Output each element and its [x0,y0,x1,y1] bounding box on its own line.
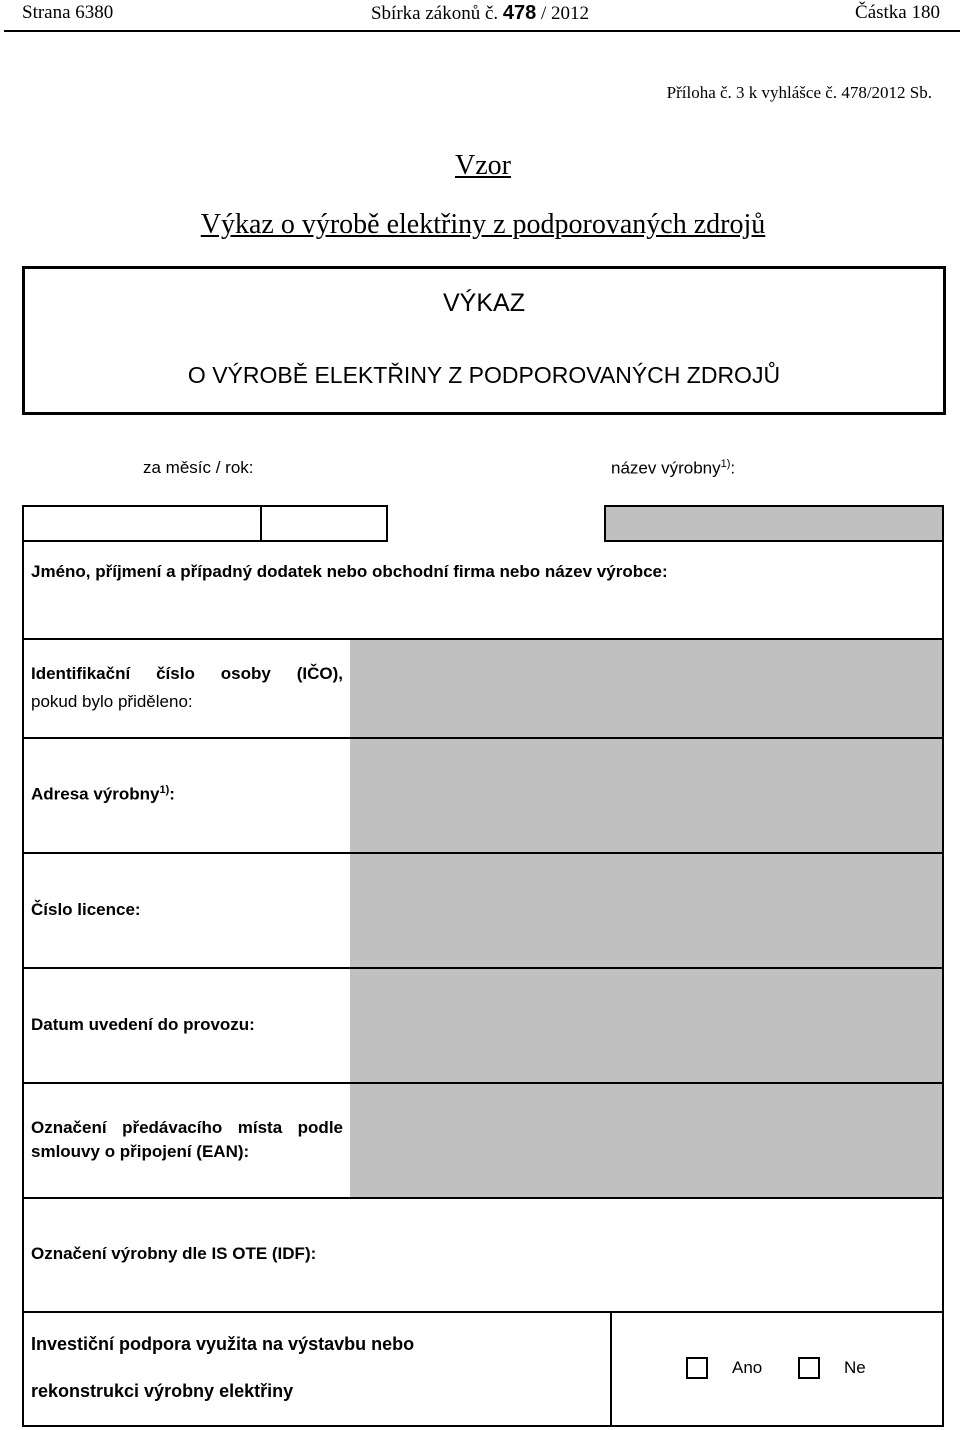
commissioning-label: Datum uvedení do provozu: [31,1015,255,1034]
title-vzor: Vzor [455,150,511,181]
collection-suffix: / 2012 [541,3,590,24]
ico-label-line2: pokud bylo přiděleno: [31,692,193,711]
part-number: Částka 180 [855,2,940,23]
plant-name-label [611,458,735,479]
yes-label: Ano [732,1358,763,1377]
column-divider [610,1313,612,1425]
ean-label-line1: Označení předávacího místa podle [31,1118,343,1137]
no-checkbox[interactable] [798,1357,820,1379]
year-field[interactable] [260,505,388,542]
annex-reference: Příloha č. 3 k vyhlášce č. 478/2012 Sb. [666,83,932,102]
ean-label-line2: smlouvy o připojení (EAN): [31,1142,250,1161]
collection-prefix: Sbírka zákonů č. [370,3,499,24]
license-label: Číslo licence: [31,900,141,919]
footnote-marker: 1) [159,784,170,796]
month-year-label: za měsíc / rok: [143,458,254,477]
document-title: Výkaz o výrobě elektřiny z podporovaných zdrojů [200,209,766,240]
header-divider [4,30,960,32]
address-field[interactable] [350,739,942,852]
report-title-line1: VÝKAZ [443,289,525,317]
page-number: Strana 6380 [22,2,114,23]
no-label: Ne [844,1358,866,1377]
producer-label: Jméno, příjmení a případný dodatek nebo obchodní firma nebo název výrobce: [31,562,668,581]
report-title-line2: O VÝROBĚ ELEKTŘINY Z PODPOROVANÝCH ZDROJŮ [187,362,781,388]
plant-name-text: název výrobny [611,458,721,478]
collection-number: 478 [502,2,537,24]
month-field[interactable] [22,505,262,542]
yes-checkbox[interactable] [686,1357,708,1379]
idf-label: Označení výrobny dle IS OTE (IDF): [31,1244,317,1263]
license-field[interactable] [350,854,942,967]
report-title-box [22,266,946,415]
address-label [31,784,175,805]
plant-name-field[interactable] [604,505,944,542]
plant-name-colon: : [730,458,736,478]
ico-field[interactable] [350,640,942,737]
ean-field[interactable] [350,1084,942,1197]
investment-label-line1: Investiční podpora využita na výstavbu nebo [31,1334,415,1354]
address-label-text: Adresa výrobny [31,784,160,804]
footnote-marker: 1) [720,458,731,470]
address-label-colon: : [169,784,175,804]
collection-reference [0,2,960,25]
ico-label-line1: Identifikační číslo osoby (IČO), [31,664,343,683]
commissioning-field[interactable] [350,969,942,1082]
row-divider [22,1197,944,1199]
investment-label-line2: rekonstrukci výrobny elektřiny [31,1381,294,1401]
